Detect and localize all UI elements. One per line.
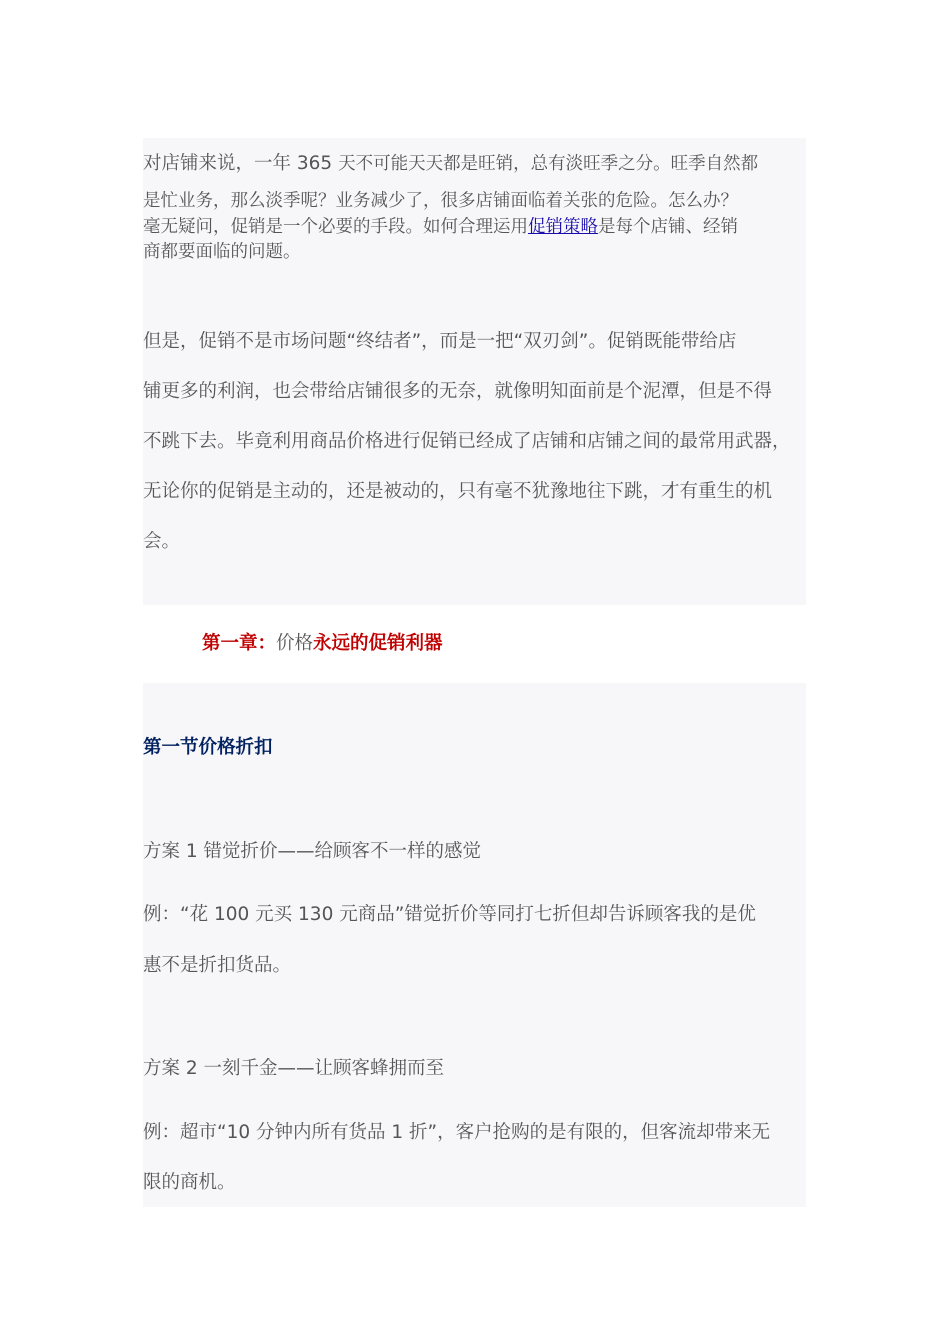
chapter-mid: 价格 <box>276 633 314 654</box>
intro-line-3-post: 是每个店铺、经销 <box>598 217 738 237</box>
intro-line-3-pre: 毫无疑问，促销是一个必要的手段。如何合理运用 <box>143 217 528 237</box>
chapter-heading <box>202 633 443 655</box>
para2-line-3: 不跳下去。毕竟利用商品价格进行促销已经成了店铺和店铺之间的最常用武器， <box>143 431 791 452</box>
promotion-strategy-link[interactable]: 促销策略 <box>528 217 598 237</box>
intro-line-1-rest: 天不可能天天都是旺销，总有淡旺季之分。旺季自然都 <box>338 154 759 174</box>
intro-line-4: 商都要面临的问题。 <box>143 242 301 262</box>
intro-line-2: 是忙业务，那么淡季呢？业务减少了，很多店铺面临着关张的危险。怎么办？ <box>143 191 738 211</box>
intro-line-1 <box>143 153 758 175</box>
para2-line-4: 无论你的促销是主动的，还是被动的，只有毫不犹豫地往下跳，才有重生的机 <box>143 481 773 502</box>
intro-line-3 <box>143 216 738 238</box>
chapter-tail: 永远的促销利器 <box>313 633 443 654</box>
intro-line-1-lead: 对店铺来说，一年 365 <box>143 153 339 174</box>
chapter-label: 第一章： <box>202 633 277 654</box>
plan-1-example-line-1: 例：“花 100 元买 130 元商品”错觉折价等同打七折但却告诉顾客我的是优 <box>143 904 756 925</box>
para2-line-2: 铺更多的利润，也会带给店铺很多的无奈，就像明知面前是个泥潭，但是不得 <box>143 381 773 402</box>
plan-1-example-line-2: 惠不是折扣货品。 <box>143 955 292 976</box>
section-title: 第一节价格折扣 <box>143 737 273 758</box>
plan-2-example-line-1: 例：超市“10 分钟内所有货品 1 折”，客户抢购的是有限的，但客流却带来无 <box>143 1122 771 1143</box>
plan-1-title: 方案 1 错觉折价——给顾客不一样的感觉 <box>143 841 482 862</box>
plan-2-example-line-2: 限的商机。 <box>143 1172 236 1193</box>
plan-2-title: 方案 2 一刻千金——让顾客蜂拥而至 <box>143 1058 445 1079</box>
para2-line-1: 但是，促销不是市场问题“终结者”，而是一把“双刃剑”。促销既能带给店 <box>143 331 737 352</box>
para2-line-5: 会。 <box>143 531 181 552</box>
